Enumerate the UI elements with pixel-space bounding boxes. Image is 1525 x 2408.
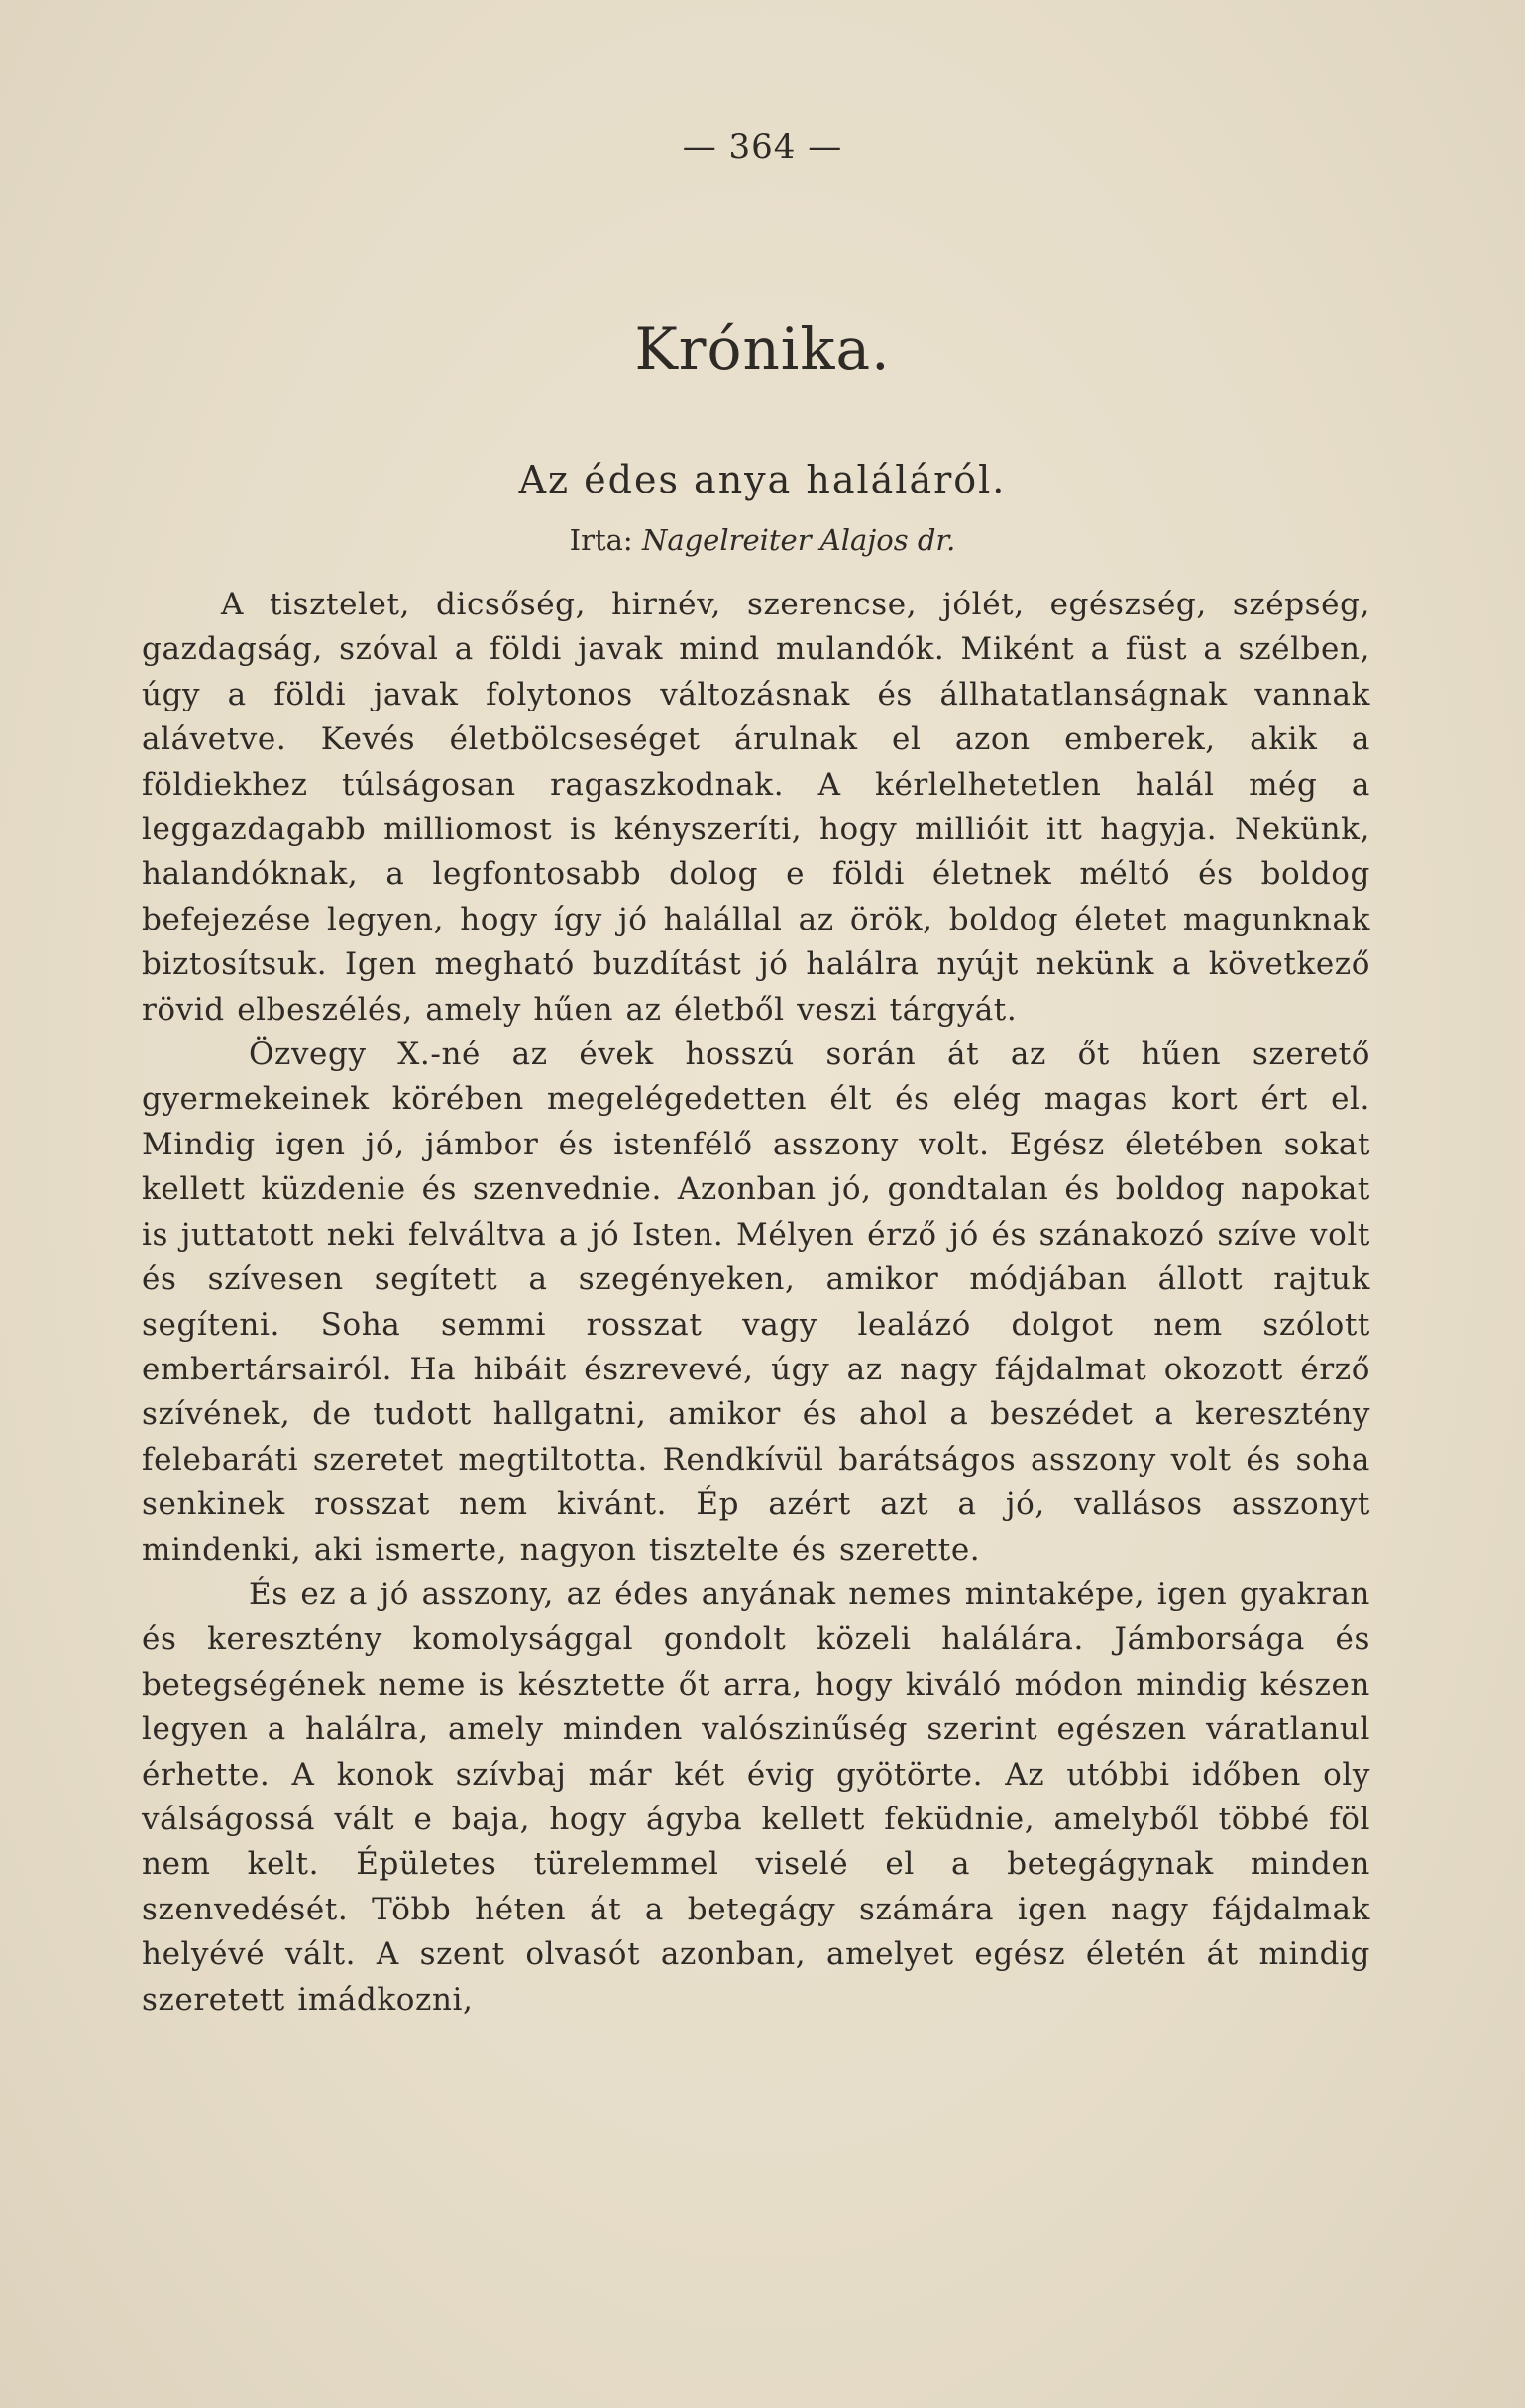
byline-prefix: Irta: (569, 523, 633, 557)
section-title: Krónika. (634, 315, 891, 383)
byline (0, 523, 1525, 557)
byline-author: Nagelreiter Alajos dr. (641, 523, 956, 557)
paragraph: És ez a jó asszony, az édes anyának nemes mintaképe, igen gyakran és keresztény komolysággal gondolt közeli halálára. Jámborsága és betegségének neme is késztette őt arra, hogy kiváló módon mindig készen legyen a halálra, amely minden valószinűség szerint egészen váratlanul érhette. A konok szívbaj már két évig gyötörte. Az utóbbi időben oly válságossá vált e baja, hogy ágyba kellett feküdnie, amelyből többé föl nem kelt. Épületes türelemmel viselé el a betegágynak minden szenvedését. Több héten át a betegágy számára igen nagy fájdalmak helyévé vált. A szent olvasót azonban, amelyet egész életén át mindig szeretett imádkozni, (142, 1576, 1370, 2018)
article-title: Az édes anya haláláról. (518, 458, 1007, 501)
paragraph: Özvegy X.-né az évek hosszú során át az őt hűen szerető gyermekeinek körében megelégedetten élt és elég magas kort ért el. Mindig igen jó, jámbor és istenfélő asszony volt. Egész életében sokat kellett küzdenie és szenvednie. Azonban jó, gondtalan és boldog napokat is juttatott neki felváltva a jó Isten. Mélyen érző jó és szánakozó szíve volt és szívesen segített a szegényeken, amikor módjában állott rajtuk segíteni. Soha semmi rosszat vagy lealázó dolgot nem szólott embertársairól. Ha hibáit észrevevé, úgy az nagy fájdalmat okozott érző szívének, de tudott hallgatni, amikor és ahol a beszédet a keresztény felebaráti szeretet megtiltotta. Rendkívül barátságos asszony volt és soha senkinek rosszat nem kivánt. Ép azért azt a jó, vallásos asszonyt mindenki, aki ismerte, nagyon tisztelte és szerette. (142, 1037, 1370, 1568)
article-body (142, 583, 1370, 2023)
paragraph: A tisztelet, dicsőség, hirnév, szerencse, jólét, egészség, szépség, gazdagság, szóval a földi javak mind mulandók. Miként a füst a szélben, úgy a földi javak folytonos változásnak és állhatatlanságnak vannak alávetve. Kevés életbölcseséget árulnak el azon emberek, akik a földiekhez túlságosan ragaszkodnak. A kérlelhetetlen halál még a leggazdagabb milliomost is kényszeríti, hogy millióit itt hagyja. Nekünk, halandóknak, a legfontosabb dolog e földi életnek méltó és boldog befejezése legyen, hogy így jó halállal az örök, boldog életet magunknak biztosítsuk. Igen megható buzdítást jó halálra nyújt nekünk a következő rövid elbeszélés, amely hűen az életből veszi tárgyát. (142, 587, 1370, 1028)
page-number: — 364 — (682, 127, 843, 166)
